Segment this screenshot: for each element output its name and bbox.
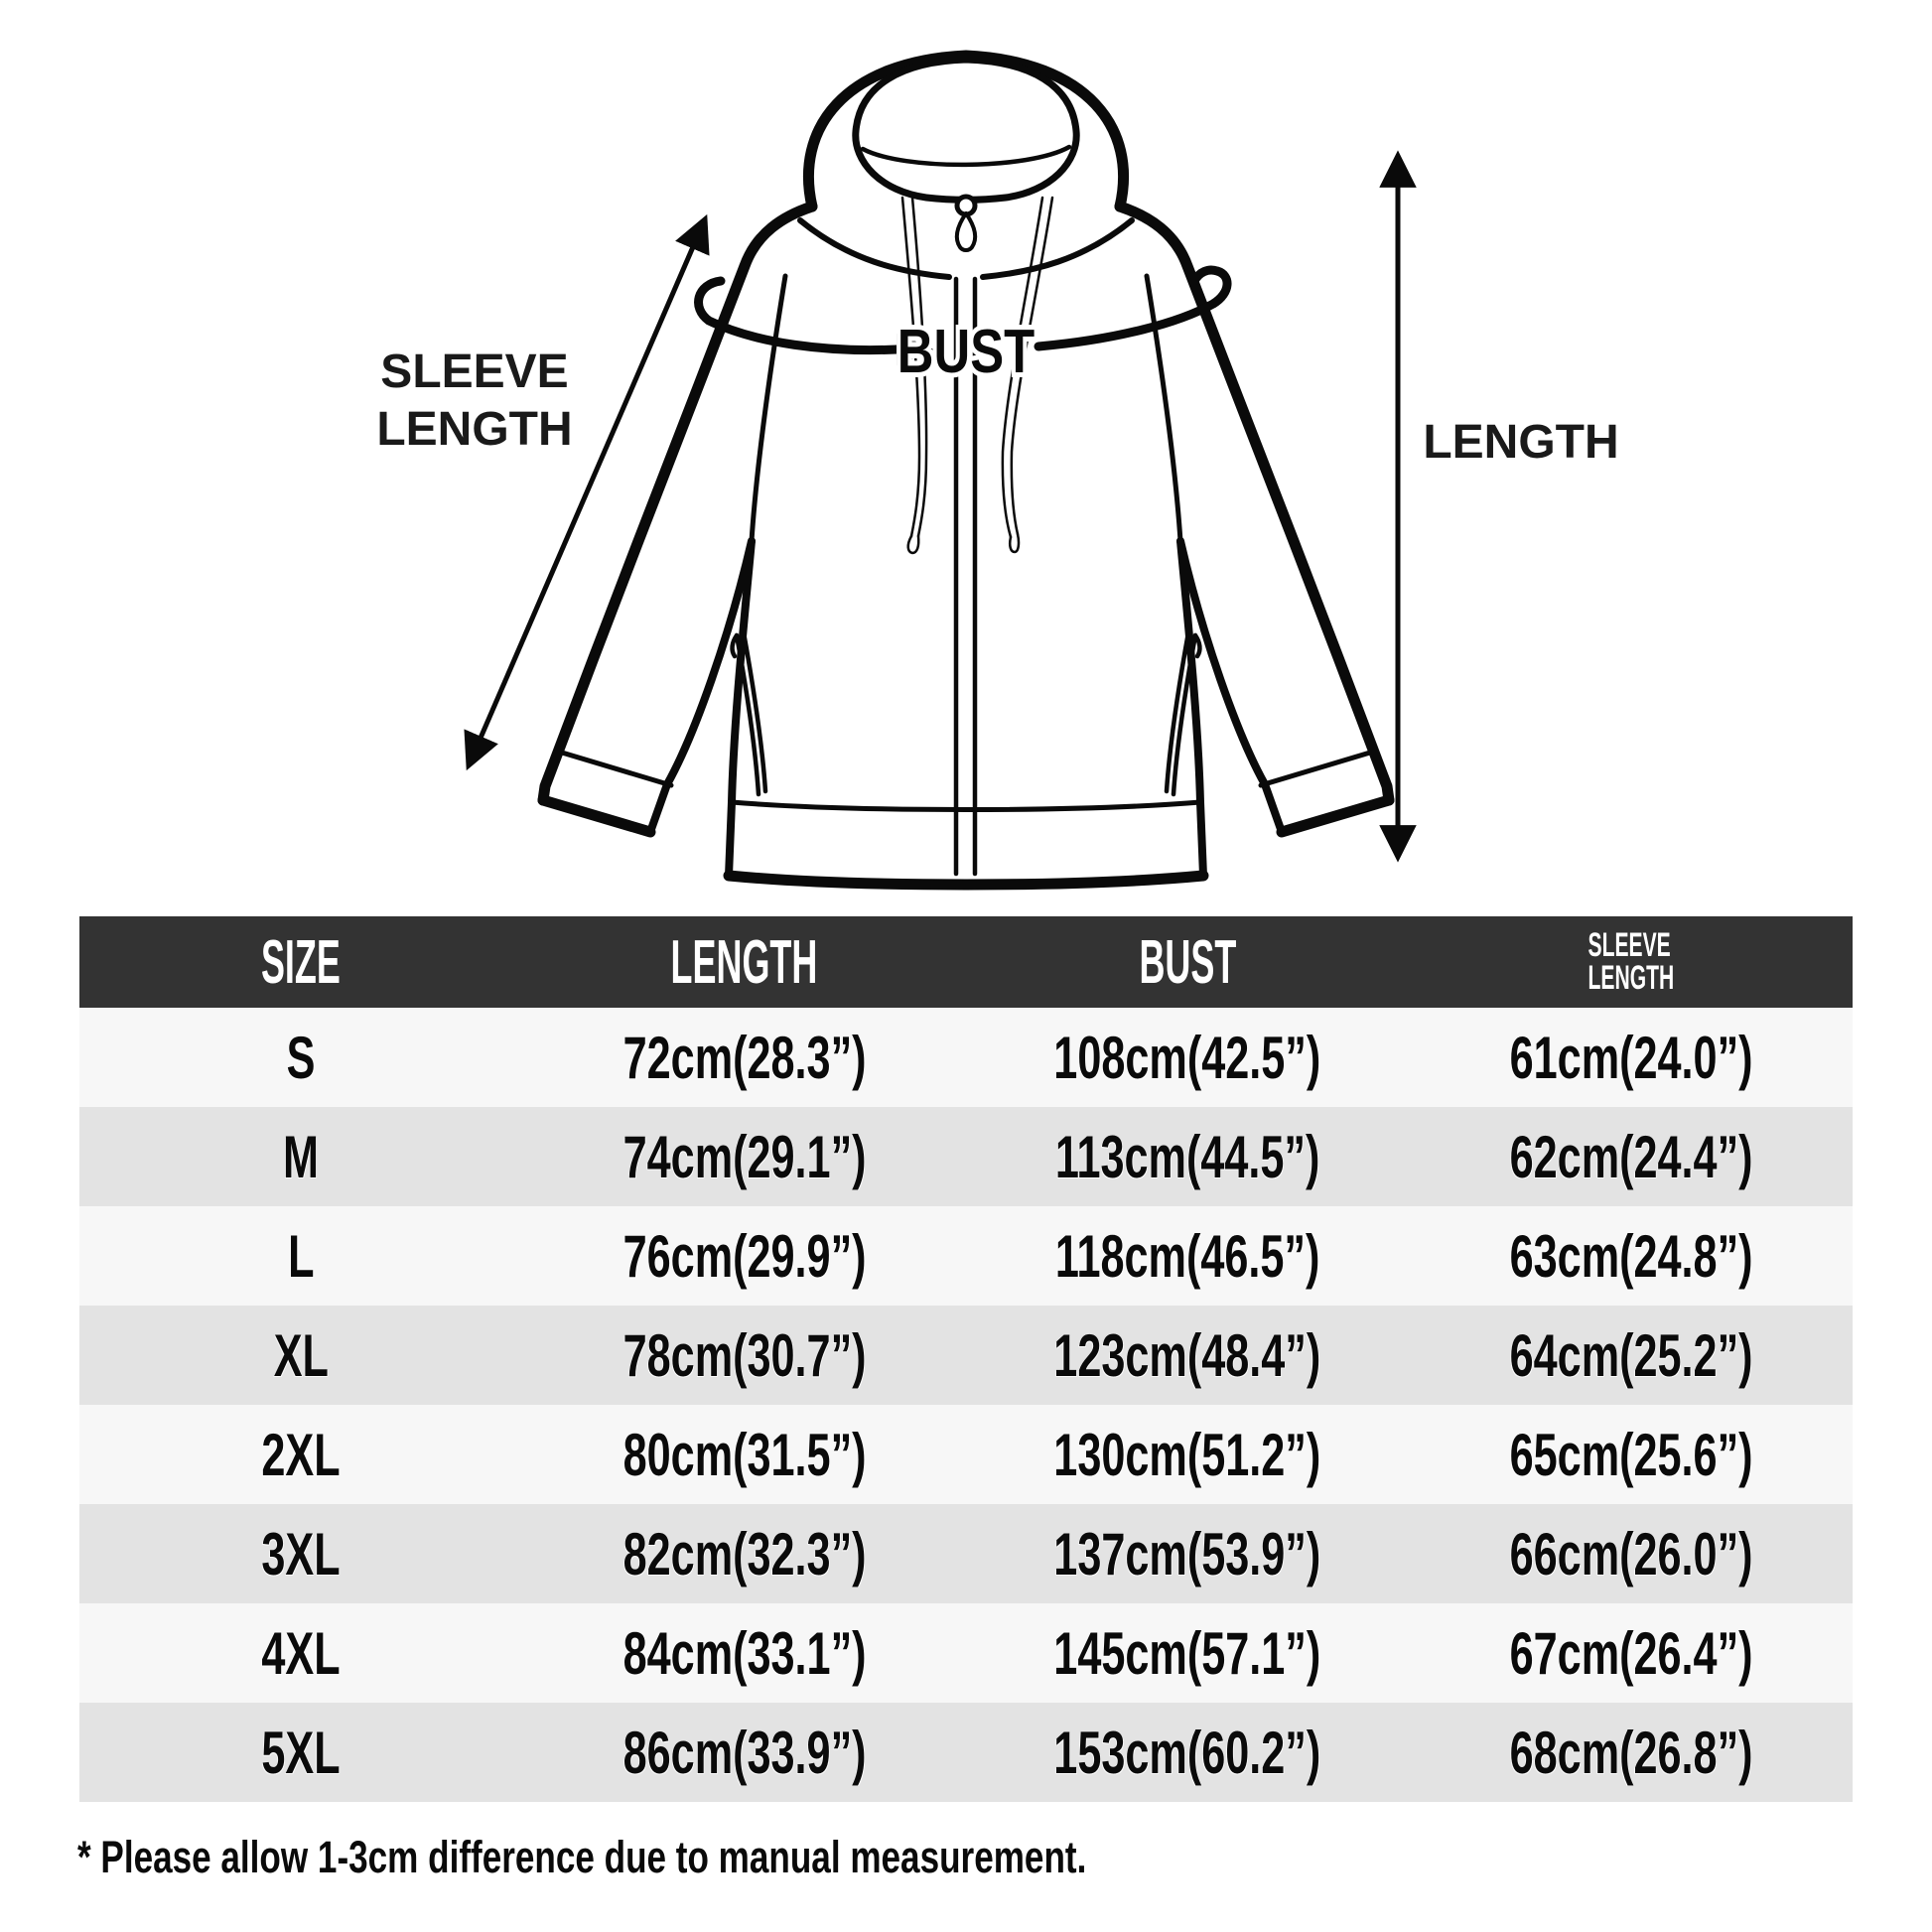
table-row bbox=[79, 1603, 1853, 1703]
header-bust bbox=[966, 916, 1410, 1008]
size-chart-table bbox=[79, 916, 1853, 1802]
zipper-pull-tab bbox=[957, 213, 975, 250]
right-cuff-bottom bbox=[1282, 800, 1389, 832]
bust-value: 130cm(51.2”) bbox=[1053, 1421, 1321, 1488]
table-row bbox=[79, 1703, 1853, 1802]
hem-bottom bbox=[729, 876, 1203, 885]
bust-arc-right bbox=[1038, 270, 1227, 346]
table-row bbox=[79, 1306, 1853, 1405]
left-cuff-side bbox=[650, 784, 667, 832]
header-size bbox=[79, 916, 523, 1008]
header-sleeve-length bbox=[1410, 916, 1854, 1008]
right-cuff-seam bbox=[1261, 753, 1370, 785]
table-row bbox=[79, 1405, 1853, 1504]
sleeve-value: 61cm(24.0”) bbox=[1509, 1024, 1753, 1091]
bust-value: 118cm(46.5”) bbox=[1054, 1222, 1320, 1290]
sleeve-value: 63cm(24.8”) bbox=[1509, 1222, 1753, 1290]
size-value: XL bbox=[273, 1321, 329, 1389]
header-bust-label: BUST bbox=[1139, 927, 1237, 997]
left-cuff-bottom bbox=[543, 800, 650, 832]
header-length-label: LENGTH bbox=[670, 927, 818, 997]
length-value: 74cm(29.1”) bbox=[622, 1123, 867, 1190]
header-sleeve-length-stack bbox=[1587, 925, 1675, 997]
bust-value: 108cm(42.5”) bbox=[1053, 1024, 1321, 1091]
hood-opening bbox=[856, 60, 1076, 200]
size-value: M bbox=[283, 1123, 320, 1190]
neckline-left bbox=[800, 220, 949, 277]
right-pocket-hook bbox=[1195, 635, 1199, 656]
size-value: 3XL bbox=[261, 1520, 341, 1587]
size-value: L bbox=[288, 1222, 315, 1290]
bust-value: 113cm(44.5”) bbox=[1054, 1123, 1320, 1190]
sleeve-value: 68cm(26.8”) bbox=[1509, 1719, 1753, 1786]
header-sleeve-line2: LENGTH bbox=[1587, 959, 1675, 997]
length-value: 76cm(29.9”) bbox=[622, 1222, 867, 1290]
size-diagram bbox=[0, 0, 1932, 913]
length-label: LENGTH bbox=[1423, 416, 1619, 469]
neckline-right bbox=[983, 220, 1132, 277]
table-row bbox=[79, 1008, 1853, 1107]
size-value: 2XL bbox=[261, 1421, 341, 1488]
bust-label: BUST bbox=[897, 318, 1035, 387]
length-value: 82cm(32.3”) bbox=[622, 1520, 867, 1587]
left-armhole-seam bbox=[752, 276, 785, 541]
length-value: 72cm(28.3”) bbox=[622, 1024, 867, 1091]
sleeve-length-label-line2: LENGTH bbox=[376, 403, 573, 456]
length-value: 86cm(33.9”) bbox=[622, 1719, 867, 1786]
header-sleeve-line1: SLEEVE bbox=[1587, 925, 1671, 964]
header-length bbox=[523, 916, 967, 1008]
hoodie-measurement-diagram bbox=[0, 0, 1932, 913]
left-drawstring-aglet bbox=[908, 536, 919, 553]
bust-value: 137cm(53.9”) bbox=[1053, 1520, 1321, 1587]
length-value: 78cm(30.7”) bbox=[622, 1321, 867, 1389]
table-header-row bbox=[79, 916, 1853, 1008]
sleeve-value: 64cm(25.2”) bbox=[1509, 1321, 1753, 1389]
right-drawstring-aglet bbox=[1010, 534, 1019, 552]
sleeve-value: 62cm(24.4”) bbox=[1509, 1123, 1753, 1190]
sleeve-length-label-line1: SLEEVE bbox=[380, 345, 569, 398]
header-size-label: SIZE bbox=[261, 927, 342, 997]
table-row bbox=[79, 1107, 1853, 1206]
bust-value: 145cm(57.1”) bbox=[1053, 1619, 1321, 1687]
left-pocket-hook bbox=[733, 635, 737, 656]
table-row bbox=[79, 1206, 1853, 1306]
size-value: 5XL bbox=[261, 1719, 341, 1786]
size-value: S bbox=[286, 1024, 316, 1091]
hoodie-outline bbox=[543, 56, 1389, 885]
measurement-footnote: * Please allow 1-3cm difference due to manual measurement. bbox=[77, 1832, 1087, 1882]
sleeve-value: 66cm(26.0”) bbox=[1509, 1520, 1753, 1587]
table-row bbox=[79, 1504, 1853, 1603]
size-value: 4XL bbox=[261, 1619, 341, 1687]
length-value: 80cm(31.5”) bbox=[622, 1421, 867, 1488]
bust-value: 153cm(60.2”) bbox=[1053, 1719, 1321, 1786]
sleeve-value: 67cm(26.4”) bbox=[1509, 1619, 1753, 1687]
sleeve-value: 65cm(25.6”) bbox=[1509, 1421, 1753, 1488]
bust-label-group bbox=[897, 318, 1035, 386]
left-cuff-seam bbox=[562, 753, 671, 785]
hem-seam bbox=[732, 802, 1200, 810]
right-sleeve-outer bbox=[1120, 207, 1389, 800]
bust-value: 123cm(48.4”) bbox=[1053, 1321, 1321, 1389]
right-cuff-side bbox=[1265, 784, 1282, 832]
length-value: 84cm(33.1”) bbox=[622, 1619, 867, 1687]
